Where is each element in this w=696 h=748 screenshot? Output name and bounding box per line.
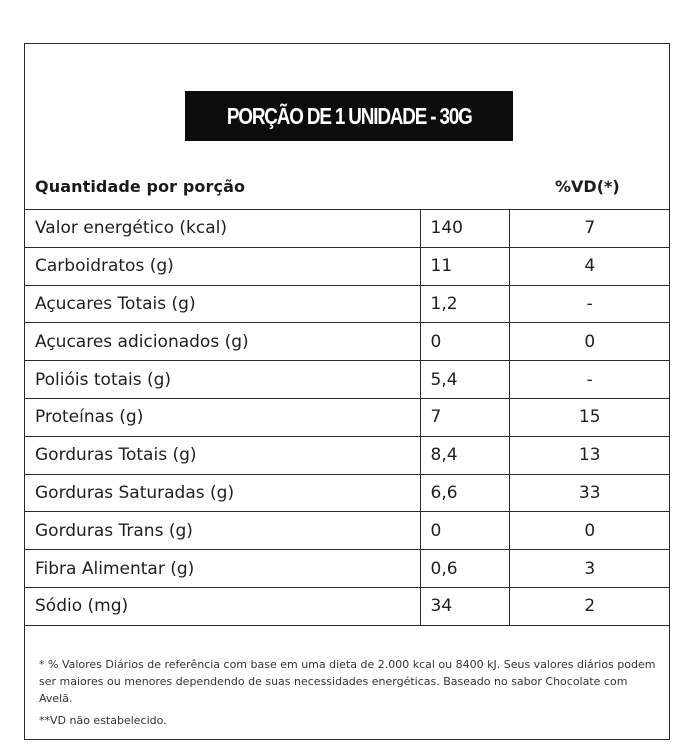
portion-title: PORÇÃO DE 1 UNIDADE - 30G: [226, 102, 472, 129]
nutrient-vd: 13: [509, 436, 670, 474]
nutrient-quantity: 7: [420, 398, 509, 436]
table-row: [25, 285, 670, 323]
nutrient-name: Açucares Totais (g): [25, 285, 420, 323]
nutrient-vd: -: [509, 361, 670, 399]
table-row: [25, 210, 670, 248]
table-header: [25, 165, 669, 209]
nutrient-quantity: 0: [420, 323, 509, 361]
nutrient-quantity: 0: [420, 512, 509, 550]
nutrient-name: Açucares adicionados (g): [25, 323, 420, 361]
nutrient-name: Gorduras Trans (g): [25, 512, 420, 550]
nutrient-vd: 15: [509, 398, 670, 436]
nutrient-quantity: 6,6: [420, 474, 509, 512]
nutrient-quantity: 11: [420, 247, 509, 285]
nutrient-quantity: 5,4: [420, 361, 509, 399]
table-row: [25, 550, 670, 588]
nutrient-quantity: 34: [420, 587, 509, 625]
nutrient-name: Gorduras Saturadas (g): [25, 474, 420, 512]
table-row: [25, 436, 670, 474]
nutrition-table: [25, 209, 670, 626]
nutrition-facts-panel: [24, 43, 670, 740]
portion-banner: [185, 91, 513, 141]
nutrient-name: Proteínas (g): [25, 398, 420, 436]
table-row: [25, 361, 670, 399]
nutrient-name: Gorduras Totais (g): [25, 436, 420, 474]
table-row: [25, 512, 670, 550]
nutrient-name: Sódio (mg): [25, 587, 420, 625]
nutrient-vd: 33: [509, 474, 670, 512]
table-row: [25, 323, 670, 361]
nutrient-name: Valor energético (kcal): [25, 210, 420, 248]
table-row: [25, 247, 670, 285]
table-row: [25, 587, 670, 625]
nutrient-vd: -: [509, 285, 670, 323]
nutrient-name: Fibra Alimentar (g): [25, 550, 420, 588]
quantity-header: Quantidade por porção: [35, 177, 246, 196]
daily-values-footnote: * % Valores Diários de referência com base em uma dieta de 2.000 kcal ou 8400 kJ. Seus valores diários podem ser maiores ou menores dependendo de suas necessidades energéticas. Baseado no sabor Chocolate com Avelã.: [39, 658, 656, 705]
nutrient-name: Polióis totais (g): [25, 361, 420, 399]
nutrient-vd: 3: [509, 550, 670, 588]
nutrient-quantity: 0,6: [420, 550, 509, 588]
nutrient-quantity: 140: [420, 210, 509, 248]
nutrient-vd: 0: [509, 323, 670, 361]
nutrient-vd: 2: [509, 587, 670, 625]
nutrient-name: Carboidratos (g): [25, 247, 420, 285]
table-row: [25, 474, 670, 512]
nutrient-vd: 7: [509, 210, 670, 248]
nutrient-quantity: 8,4: [420, 436, 509, 474]
nutrient-quantity: 1,2: [420, 285, 509, 323]
nutrient-vd: 0: [509, 512, 670, 550]
vd-header: %VD(*): [555, 177, 620, 196]
table-row: [25, 398, 670, 436]
nutrient-vd: 4: [509, 247, 670, 285]
vd-not-established-footnote: **VD não estabelecido.: [39, 714, 167, 727]
